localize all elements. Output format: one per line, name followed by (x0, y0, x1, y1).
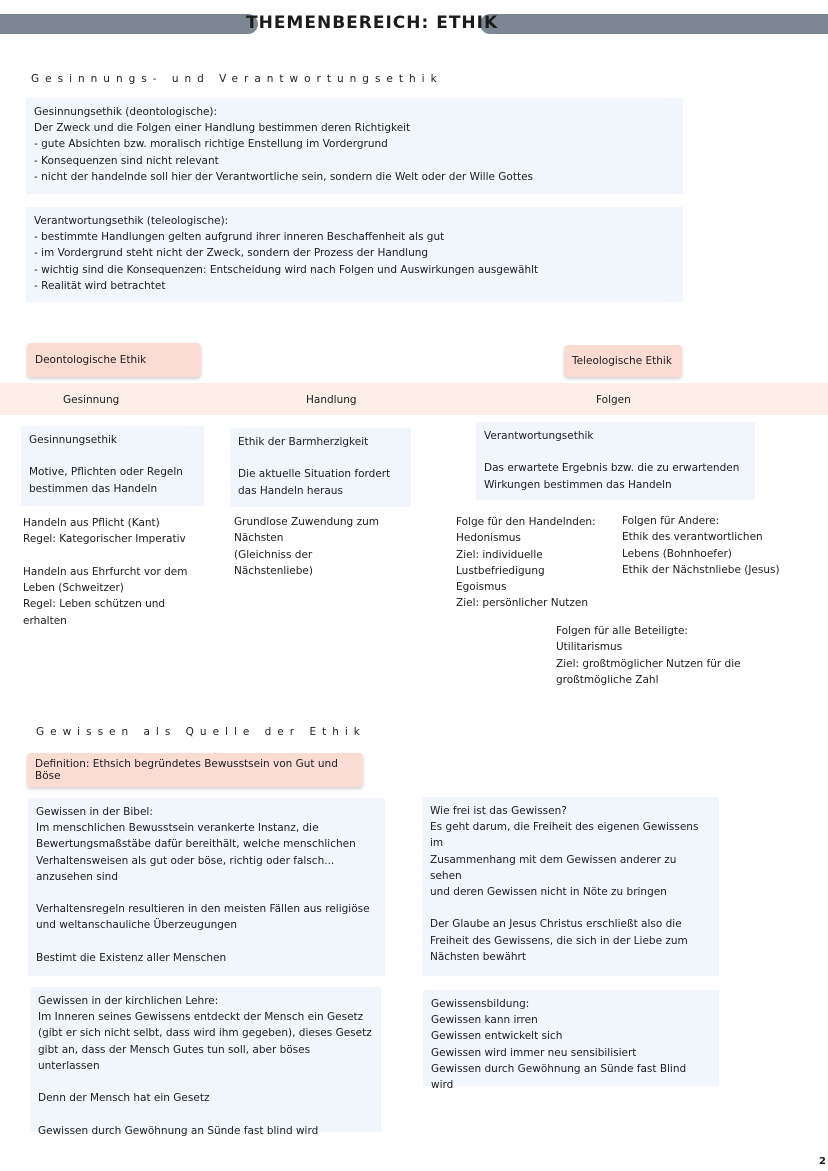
text-line: Gewissen entwickelt sich (431, 1030, 563, 1043)
text-line: Der Glaube an Jesus Christus erschließt also die (430, 918, 682, 931)
text-line: Nächsten (234, 532, 284, 545)
verantwortungsethik-definition-box (26, 207, 683, 302)
text-line: - Konsequenzen sind nicht relevant (34, 154, 219, 167)
text-line: Ziel: großtmöglicher Nutzen für die (556, 657, 741, 670)
text-line (36, 885, 377, 901)
deontologische-ethik-label: Deontologische Ethik (27, 343, 201, 377)
text-line: Im menschlichen Bewusstsein verankerte Instanz, die (36, 822, 319, 835)
gewissen-definition: Definition: Ethsich begründetes Bewusstsein von Gut und Böse (27, 753, 363, 787)
text-line: Verhaltensregeln resultieren in den meisten Fällen aus religiöse (36, 903, 370, 916)
band-label-handlung: Handlung (306, 394, 357, 406)
category-band (0, 383, 828, 415)
text-line: Verantwortungsethik (484, 430, 594, 442)
page-title: THEMENBEREICH: ETHIK (246, 13, 499, 33)
text-line: Regel: Leben schützen und (23, 598, 166, 611)
text-line: Lustbefriedigung (456, 564, 545, 577)
text-line: Folgen für Andere: (622, 515, 720, 527)
text-line: Wirkungen bestimmen das Handeln (484, 478, 672, 491)
text-line (430, 900, 711, 916)
text-line: das Handeln heraus (238, 484, 343, 497)
text-line: - wichtig sind die Konsequenzen: Entscheidung wird nach Folgen und Auswirkungen ausgewählt (34, 263, 539, 276)
text-line: Gewissen wird immer neu sensibilisiert (431, 1046, 637, 1059)
text-line: Verantwortungsethik (teleologische): (34, 215, 229, 227)
text-line (29, 448, 196, 464)
text-line: Leben (Schweitzer) (23, 582, 124, 595)
text-line: Gewissen in der Bibel: (36, 806, 153, 818)
text-line: Es geht darum, die Freiheit des eigenen Gewissens im (430, 821, 699, 850)
folgen-alle-text (556, 623, 796, 688)
text-line (484, 444, 747, 460)
text-line: Im Inneren seines Gewissens entdeckt der Mensch ein Gesetz (38, 1011, 364, 1024)
page-number: 2 (819, 1156, 826, 1167)
text-line: Ethik des verantwortlichen (622, 531, 763, 544)
text-line: Ethik der Barmherzigkeit (238, 436, 369, 448)
text-line (23, 548, 223, 564)
text-line: Gewissensbildung: (431, 998, 530, 1010)
text-line: Freiheit des Gewissens, die sich in der Liebe zum (430, 934, 688, 947)
gewissen-kirche-box (30, 987, 381, 1137)
band-label-folgen: Folgen (596, 394, 631, 406)
header-bar-right (480, 14, 828, 34)
text-line: Nächstenliebe) (234, 564, 313, 577)
text-line: Zusammenhang mit dem Gewissen anderer zu sehen (430, 853, 677, 882)
text-line: Gewissen in der kirchlichen Lehre: (38, 995, 219, 1007)
text-line: anzusehen sind (36, 870, 119, 883)
section-heading-gewissen: Gewissen als Quelle der Ethik (36, 726, 366, 738)
text-line: Gewissen kann irren (431, 1014, 538, 1027)
text-line: und deren Gewissen nicht in Nöte zu bringen (430, 886, 667, 899)
header-bar-left (0, 14, 258, 34)
zuwendung-text (234, 514, 414, 579)
text-line: Egoismus (456, 581, 507, 594)
text-line: Das erwartete Ergebnis bzw. die zu erwartenden (484, 462, 740, 475)
text-line: Handeln aus Ehrfurcht vor dem (23, 565, 188, 578)
gewissen-freiheit-box (422, 797, 719, 976)
text-line (38, 1074, 373, 1090)
text-line: - bestimmte Handlungen gelten aufgrund ihrer inneren Beschaffenheit als gut (34, 231, 445, 244)
text-line: Hedonismus (456, 532, 521, 545)
text-line: Ziel: persönlicher Nutzen (456, 597, 588, 610)
gewissen-bibel-box (28, 798, 385, 976)
text-line: Bewertungsmaßstäbe dafür bereithält, welche menschlichen (36, 838, 356, 851)
text-line: Gesinnungsethik (29, 434, 117, 446)
text-line: Motive, Pflichten oder Regeln (29, 466, 183, 479)
text-line: - im Vordergrund steht nicht der Zweck, sondern der Prozess der Handlung (34, 247, 429, 260)
folgen-andere-text (622, 513, 822, 578)
text-line: (Gleichniss der (234, 548, 313, 561)
text-line: Lebens (Bohnhoefer) (622, 547, 732, 560)
text-line: Verhaltensweisen als gut oder böse, richtig oder falsch... (36, 854, 335, 867)
text-line: Handeln aus Pflicht (Kant) (23, 517, 160, 529)
text-line (36, 934, 377, 950)
text-line: Wie frei ist das Gewissen? (430, 805, 567, 817)
text-line: erhalten (23, 614, 67, 627)
text-line: Gewissen durch Gewöhnung an Sünde fast Blind wird (431, 1062, 687, 1092)
text-line: Grundlose Zuwendung zum (234, 516, 379, 528)
text-line: gibt an, dass der Mensch Gutes tun soll, aber böses unterlassen (38, 1043, 311, 1072)
verantwortungsethik-box (476, 422, 755, 500)
text-line: Gesinnungsethik (deontologische): (34, 106, 218, 118)
text-line: Ziel: individuelle (456, 548, 543, 561)
text-line: - Realität wird betrachtet (34, 279, 166, 292)
band-label-gesinnung: Gesinnung (63, 394, 120, 406)
text-line: Denn der Mensch hat ein Gesetz (38, 1092, 210, 1105)
text-line: großtmögliche Zahl (556, 673, 659, 686)
text-line: Ethik der Nächstnliebe (Jesus) (622, 563, 780, 576)
gesinnungsethik-box (21, 426, 204, 506)
gewissensbildung-box (423, 990, 719, 1092)
text-line: Der Zweck und die Folgen einer Handlung bestimmen deren Richtigkeit (34, 122, 411, 135)
text-line: - gute Absichten bzw. moralisch richtige Enstellung im Vordergrund (34, 138, 388, 151)
section-heading-gesinnung-verantwortung: Gesinnungs- und Verantwortungsethik (31, 73, 443, 85)
text-line (238, 450, 403, 466)
text-line: Utilitarismus (556, 641, 623, 654)
text-line: Folgen für alle Beteiligte: (556, 625, 688, 637)
pflicht-ehrfurcht-text (23, 515, 223, 629)
text-line: Bestimt die Existenz aller Menschen (36, 951, 227, 964)
text-line: Folge für den Handelnden: (456, 516, 596, 528)
folge-handelnden-text (456, 514, 616, 612)
text-line: Regel: Kategorischer Imperativ (23, 533, 186, 546)
text-line: Gewissen durch Gewöhnung an Sünde fast blind wird (38, 1124, 319, 1137)
text-line: Nächsten bewährt (430, 950, 526, 963)
text-line: - nicht der handelnde soll hier der Verantwortliche sein, sondern die Welt oder der Wille Gottes (34, 170, 534, 183)
text-line: bestimmen das Handeln (29, 482, 158, 495)
text-line (38, 1106, 373, 1122)
text-line: (gibt er sich nicht selbt, dass wird ihm gegeben), dieses Gesetz (38, 1027, 372, 1040)
teleologische-ethik-label: Teleologische Ethik (564, 345, 682, 377)
text-line: und weltanschauliche Überzeugungen (36, 919, 238, 932)
barmherzigkeit-box (230, 428, 411, 507)
text-line: Die aktuelle Situation fordert (238, 468, 391, 481)
gesinnungsethik-definition-box (26, 98, 683, 194)
